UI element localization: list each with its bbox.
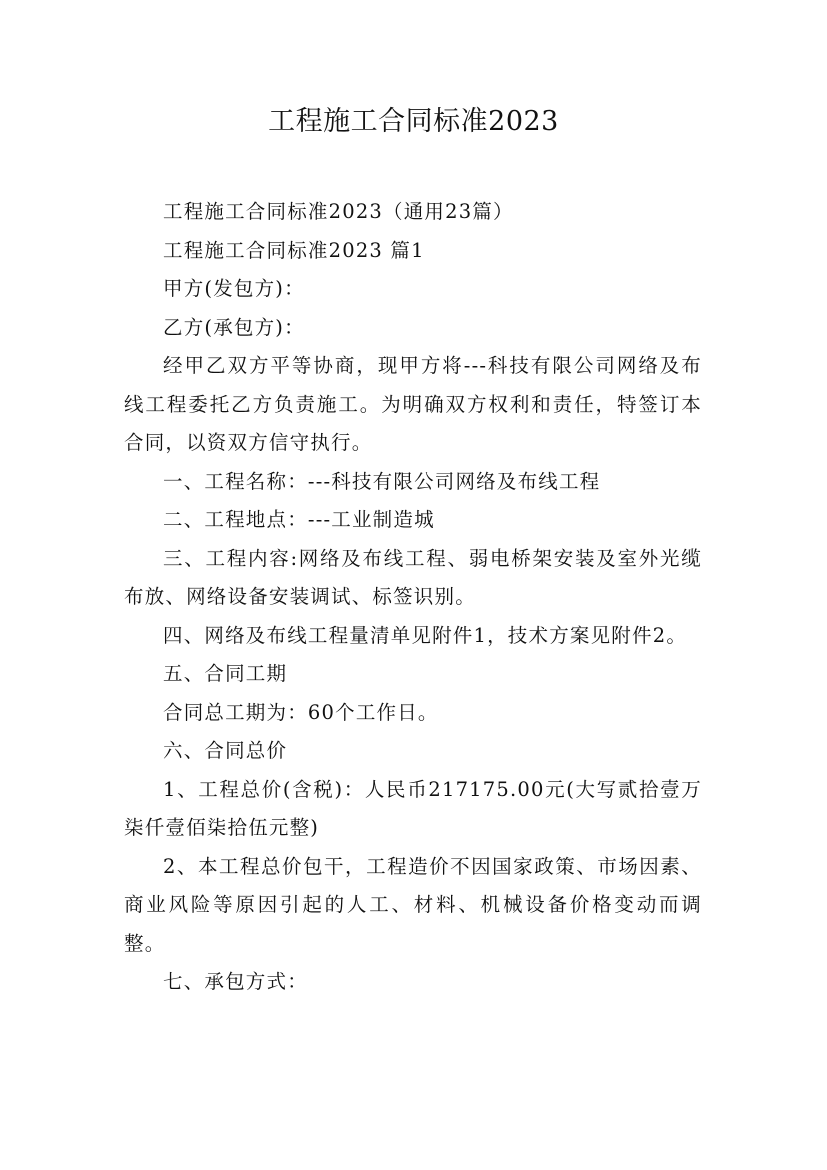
document-body [124,193,702,1002]
document-title: 工程施工合同标准2023 [268,106,559,137]
paragraph: 甲方(发包方)： [163,277,305,300]
paragraph: 七、承包方式： [163,970,308,993]
paragraph: 六、合同总价 [163,739,288,762]
paragraph: 五、合同工期 [163,662,288,685]
paragraph: 2、本工程总价包干，工程造价不因国家政策、市场因素、商业风险等原因引起的人工、材料、机械设备价格变动而调整。 [124,854,702,955]
paragraph: 乙方(承包方)： [163,315,305,339]
paragraph: 1、工程总价(含税)：人民币217175.00元(大写贰拾壹万柒仟壹佰柒拾伍元整) [124,777,702,839]
paragraph: 四、网络及布线工程量清单见附件1，技术方案见附件2。 [163,623,688,647]
paragraph: 经甲乙双方平等协商，现甲方将---科技有限公司网络及布线工程委托乙方负责施工。为明确双方权利和责任，特签订本合同，以资双方信守执行。 [124,354,702,454]
paragraph: 一、工程名称：---科技有限公司网络及布线工程 [163,469,601,493]
paragraph: 三、工程内容:网络及布线工程、弱电桥架安装及室外光缆布放、网络设备安装调试、标签识别。 [124,546,702,608]
paragraph: 二、工程地点：---工业制造城 [163,508,435,531]
paragraph: 合同总工期为：60个工作日。 [163,700,439,724]
paragraph: 工程施工合同标准2023 篇1 [163,238,425,262]
paragraph: 工程施工合同标准2023（通用23篇） [163,200,514,223]
